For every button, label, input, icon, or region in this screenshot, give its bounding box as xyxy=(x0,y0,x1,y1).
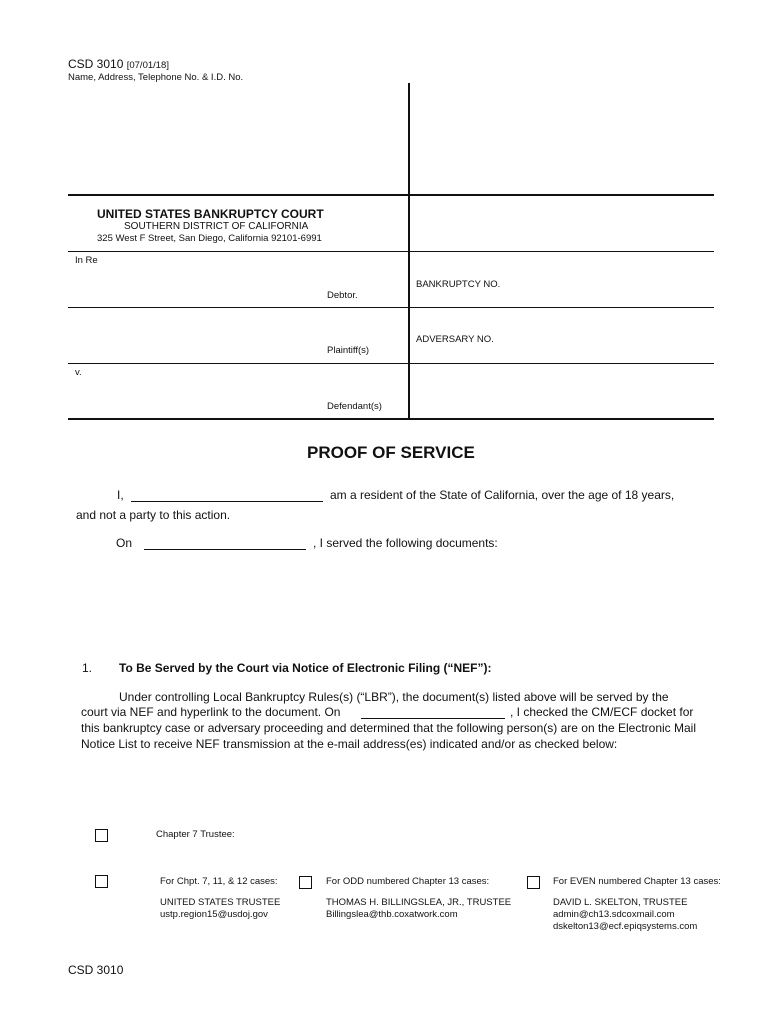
even-trustee-email2: dskelton13@ecf.epiqsystems.com xyxy=(553,921,698,932)
section1-line2a: court via NEF and hyperlink to the document. On xyxy=(81,705,341,719)
form-id-text: CSD 3010 xyxy=(68,57,124,71)
section1-line2b: , I checked the CM/ECF docket for xyxy=(510,705,694,719)
bankruptcy-no-label: BANKRUPTCY NO. xyxy=(416,279,501,290)
even-trustee-name: DAVID L. SKELTON, TRUSTEE xyxy=(553,897,688,908)
intro-resident-text: am a resident of the State of California, over the age of 18 years, xyxy=(330,488,675,502)
even-trustee-checkbox[interactable] xyxy=(527,876,540,889)
plaintiff-label: Plaintiff(s) xyxy=(327,345,370,356)
form-id xyxy=(68,57,169,71)
odd-trustee-email: Billingslea@thb.coxatwork.com xyxy=(326,909,458,920)
even-trustee-email1: admin@ch13.sdcoxmail.com xyxy=(553,909,675,920)
odd-trustee-label: For ODD numbered Chapter 13 cases: xyxy=(326,876,490,887)
intro-on-label: On xyxy=(116,536,133,550)
us-trustee-email: ustp.region15@usdoj.gov xyxy=(160,909,268,920)
footer-form-id: CSD 3010 xyxy=(68,963,124,977)
court-address: 325 West F Street, San Diego, California 92101-6991 xyxy=(97,233,322,244)
us-trustee-label: For Chpt. 7, 11, & 12 cases: xyxy=(160,876,278,887)
page-title: PROOF OF SERVICE xyxy=(307,443,475,462)
rule-caption-bottom xyxy=(68,418,714,420)
us-trustee-name: UNITED STATES TRUSTEE xyxy=(160,897,281,908)
declarant-name-field[interactable] xyxy=(131,501,323,502)
intro-i-label: I, xyxy=(117,488,124,502)
rule-court-bottom xyxy=(68,251,714,252)
intro-served-text: , I served the following documents: xyxy=(313,536,498,550)
rule-debtor xyxy=(68,307,714,308)
chapter7-checkbox[interactable] xyxy=(95,829,108,842)
odd-trustee-name: THOMAS H. BILLINGSLEA, JR., TRUSTEE xyxy=(326,897,512,908)
rule-court-top xyxy=(68,194,714,196)
section1-number: 1. xyxy=(82,661,93,675)
section1-line4: Notice List to receive NEF transmission at the e-mail address(es) indicated and/or as checked below: xyxy=(81,737,618,751)
name-address-label: Name, Address, Telephone No. & I.D. No. xyxy=(68,72,244,83)
adversary-no-label: ADVERSARY NO. xyxy=(416,334,494,345)
debtor-label: Debtor. xyxy=(327,290,358,301)
rule-plaintiff xyxy=(68,363,714,364)
us-trustee-checkbox[interactable] xyxy=(95,875,108,888)
odd-trustee-checkbox[interactable] xyxy=(299,876,312,889)
intro-not-party: and not a party to this action. xyxy=(76,508,231,522)
service-date-field[interactable] xyxy=(144,549,306,550)
versus-label: v. xyxy=(75,367,82,378)
court-district: SOUTHERN DISTRICT OF CALIFORNIA xyxy=(124,221,309,232)
form-date: [07/01/18] xyxy=(126,60,169,71)
defendant-label: Defendant(s) xyxy=(327,401,382,412)
in-re-label: In Re xyxy=(75,255,98,266)
chapter7-label: Chapter 7 Trustee: xyxy=(156,829,235,840)
section1-heading: To Be Served by the Court via Notice of Electronic Filing (“NEF”): xyxy=(119,661,492,675)
section1-line3: this bankruptcy case or adversary proceeding and determined that the following person(s) are on the Electronic Mail xyxy=(81,721,696,735)
court-name: UNITED STATES BANKRUPTCY COURT xyxy=(97,207,324,221)
section1-line1: Under controlling Local Bankruptcy Rules(s) (“LBR”), the document(s) listed above will be served by the xyxy=(119,690,669,704)
even-trustee-label: For EVEN numbered Chapter 13 cases: xyxy=(553,876,721,887)
nef-date-field[interactable] xyxy=(361,718,505,719)
